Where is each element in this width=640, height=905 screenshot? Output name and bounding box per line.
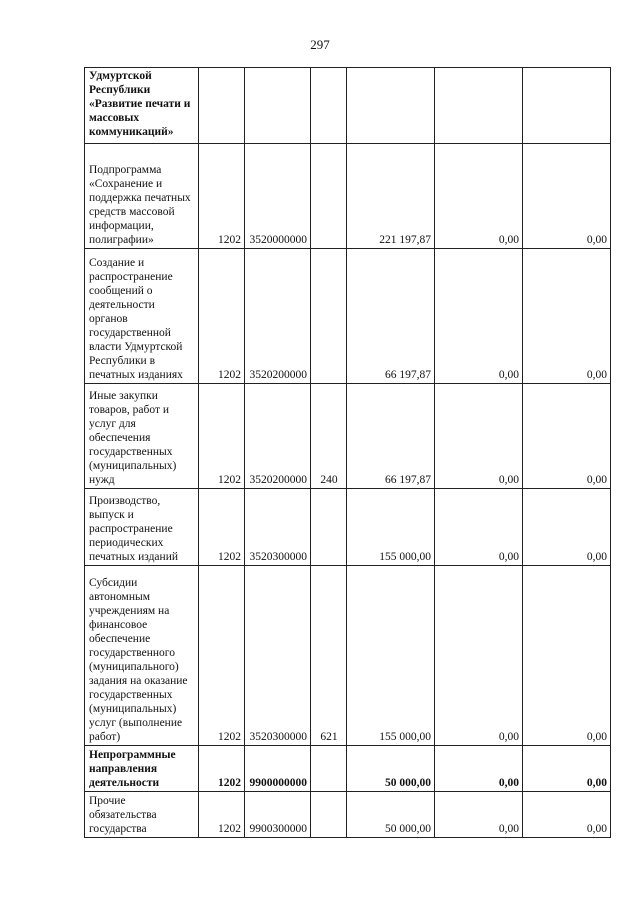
table-row	[85, 566, 611, 746]
row-name-cell: Производство, выпуск и распространение периодических печатных изданий	[85, 489, 199, 566]
amount-3-cell: 0,00	[523, 746, 611, 792]
expense-type-code-cell	[311, 792, 347, 838]
amount-cell: 50 000,00	[347, 746, 435, 792]
amount-cell: 221 197,87	[347, 144, 435, 249]
row-name-cell: Подпрограмма «Сохранение и поддержка печатных средств массовой информации, полиграфии»	[85, 144, 199, 249]
amount-cell: 155 000,00	[347, 489, 435, 566]
amount-3-cell: 0,00	[523, 384, 611, 489]
amount-3-cell: 0,00	[523, 249, 611, 384]
target-article-code-cell: 9900300000	[245, 792, 311, 838]
section-code-cell: 1202	[199, 249, 245, 384]
section-code-cell: 1202	[199, 566, 245, 746]
row-name-cell: Иные закупки товаров, работ и услуг для обеспечения государственных (муниципальных) нужд	[85, 384, 199, 489]
table-row	[85, 746, 611, 792]
amount-cell: 155 000,00	[347, 566, 435, 746]
amount-cell	[347, 68, 435, 144]
row-name-cell: Прочие обязательства государства	[85, 792, 199, 838]
target-article-code-cell: 3520000000	[245, 144, 311, 249]
amount-2-cell: 0,00	[435, 249, 523, 384]
section-code-cell: 1202	[199, 792, 245, 838]
target-article-code-cell: 3520200000	[245, 249, 311, 384]
amount-3-cell: 0,00	[523, 566, 611, 746]
expense-type-code-cell	[311, 249, 347, 384]
section-code-cell: 1202	[199, 746, 245, 792]
expense-type-code-cell	[311, 144, 347, 249]
amount-cell: 66 197,87	[347, 249, 435, 384]
amount-2-cell: 0,00	[435, 384, 523, 489]
row-name-cell: Удмуртской Республики «Развитие печати и массовых коммуникаций»	[85, 68, 199, 144]
row-name-cell: Создание и распространение сообщений о деятельности органов государственной власти Удмуртской Республики в печатных изданиях	[85, 249, 199, 384]
budget-table	[84, 67, 611, 838]
amount-3-cell: 0,00	[523, 489, 611, 566]
table-row	[85, 144, 611, 249]
amount-3-cell: 0,00	[523, 144, 611, 249]
section-code-cell	[199, 68, 245, 144]
section-code-cell: 1202	[199, 144, 245, 249]
budget-table-body	[85, 68, 611, 838]
expense-type-code-cell	[311, 489, 347, 566]
amount-3-cell: 0,00	[523, 792, 611, 838]
expense-type-code-cell	[311, 746, 347, 792]
table-row	[85, 249, 611, 384]
row-name-cell: Непрограммные направления деятельности	[85, 746, 199, 792]
amount-cell: 66 197,87	[347, 384, 435, 489]
section-code-cell: 1202	[199, 384, 245, 489]
target-article-code-cell	[245, 68, 311, 144]
table-row	[85, 384, 611, 489]
amount-2-cell	[435, 68, 523, 144]
amount-cell: 50 000,00	[347, 792, 435, 838]
amount-2-cell: 0,00	[435, 489, 523, 566]
amount-2-cell: 0,00	[435, 144, 523, 249]
amount-2-cell: 0,00	[435, 792, 523, 838]
target-article-code-cell: 3520200000	[245, 384, 311, 489]
amount-2-cell: 0,00	[435, 566, 523, 746]
expense-type-code-cell	[311, 68, 347, 144]
row-name-cell: Субсидии автономным учреждениям на финансовое обеспечение государственного (муниципального) задания на оказание государственных (муниципальных) услуг (выполнение работ)	[85, 566, 199, 746]
amount-2-cell: 0,00	[435, 746, 523, 792]
target-article-code-cell: 3520300000	[245, 489, 311, 566]
target-article-code-cell: 3520300000	[245, 566, 311, 746]
table-row	[85, 489, 611, 566]
page-number: 297	[310, 37, 330, 52]
table-row	[85, 68, 611, 144]
target-article-code-cell: 9900000000	[245, 746, 311, 792]
amount-3-cell	[523, 68, 611, 144]
expense-type-code-cell: 240	[311, 384, 347, 489]
section-code-cell: 1202	[199, 489, 245, 566]
table-row	[85, 792, 611, 838]
expense-type-code-cell: 621	[311, 566, 347, 746]
